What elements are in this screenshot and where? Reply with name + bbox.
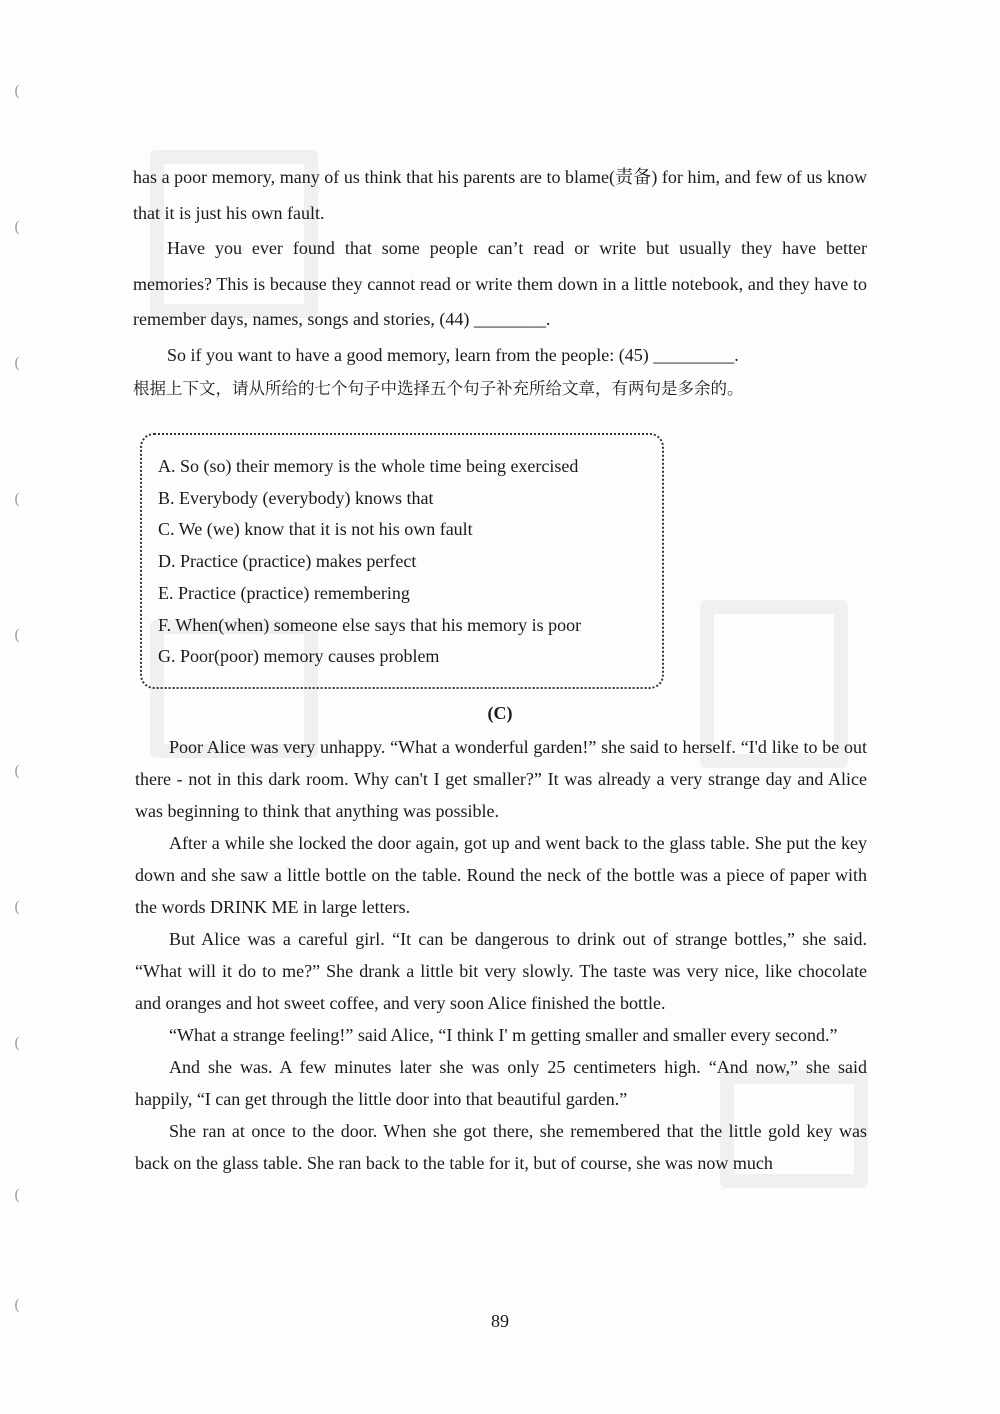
binding-mark: ( xyxy=(14,626,20,644)
binding-mark: ( xyxy=(14,218,20,236)
option-item: F. When(when) someone else says that his memory is poor xyxy=(158,614,582,635)
option-item: C. We (we) know that it is not his own fault xyxy=(158,519,473,540)
story-section xyxy=(135,731,867,1179)
page-number: 89 xyxy=(491,1311,509,1331)
binding-mark: ( xyxy=(14,82,20,100)
passage-paragraph: has a poor memory, many of us think that his parents are to blame(责备) for him, and few of us know that it is just his own fault. xyxy=(133,167,867,223)
binding-mark: ( xyxy=(14,898,20,916)
story-paragraph: And she was. A few minutes later she was only 25 centimeters high. “And now,” she said happily, “I can get through the little door into that beautiful garden.” xyxy=(135,1057,867,1109)
passage-paragraph: So if you want to have a good memory, learn from the people: (45) _________. xyxy=(167,344,739,365)
binding-mark: ( xyxy=(14,1034,20,1052)
option-item: E. Practice (practice) remembering xyxy=(158,582,410,603)
binding-mark: ( xyxy=(14,762,20,780)
story-paragraph: She ran at once to the door. When she got there, she remembered that the little gold key was back on the glass table. She ran back to the table for it, but of course, she was now much xyxy=(135,1121,867,1173)
story-paragraph: Poor Alice was very unhappy. “What a wonderful garden!” she said to herself. “I'd like to be out there - not in this dark room. Why can't I get smaller?” It was already a very strange day and Alice was beginning to think that anything was possible. xyxy=(135,737,867,821)
option-item: A. So (so) their memory is the whole time being exercised xyxy=(158,456,579,476)
story-paragraph: After a while she locked the door again, got up and went back to the glass table. She put the key down and she saw a little bottle on the table. Round the neck of the bottle was a piece of paper with the words DRINK ME in large letters. xyxy=(135,833,867,917)
binding-mark: ( xyxy=(14,1186,20,1204)
instruction-text: 根据上下文，请从所给的七个句子中选择五个句子补充所给文章，有两句是多余的。 xyxy=(133,378,744,398)
options-box xyxy=(140,433,664,689)
section-title: (C) xyxy=(487,703,513,723)
option-item: G. Poor(poor) memory causes problem xyxy=(158,646,440,667)
passage-paragraph: Have you ever found that some people can’t read or write but usually they have better memories? This is because they cannot read or write them down in a little notebook, and they have to remember days, names, songs and stories, (44) ________. xyxy=(133,238,867,330)
option-item: D. Practice (practice) makes perfect xyxy=(158,551,417,572)
story-paragraph: But Alice was a careful girl. “It can be dangerous to drink out of strange bottles,” she said. “What will it do to me?” She drank a little bit very slowly. The taste was very nice, like chocolate and oranges and hot sweet coffee, and very soon Alice finished the bottle. xyxy=(135,929,867,1013)
binding-mark: ( xyxy=(14,490,20,508)
binding-mark: ( xyxy=(14,354,20,372)
binding-mark: ( xyxy=(14,1296,20,1314)
passage-b xyxy=(133,160,867,404)
option-item: B. Everybody (everybody) knows that xyxy=(158,487,434,508)
story-paragraph: “What a strange feeling!” said Alice, “I think I' m getting smaller and smaller every second.” xyxy=(169,1025,838,1045)
